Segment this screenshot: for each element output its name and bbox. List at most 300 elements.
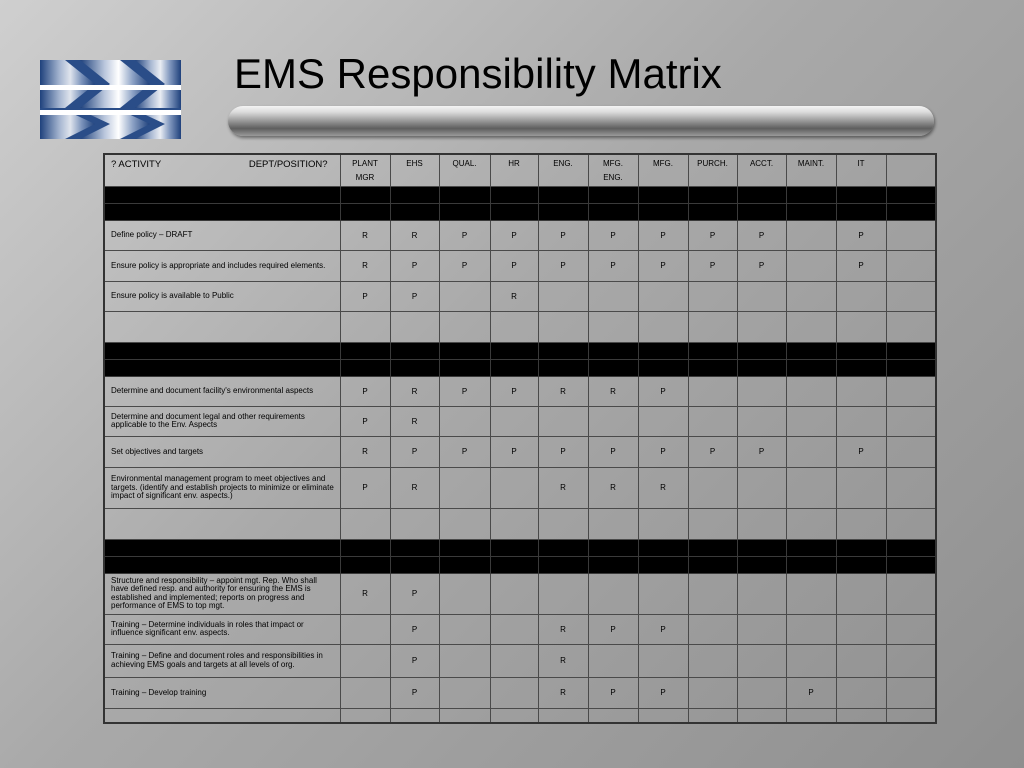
responsibility-cell xyxy=(538,359,588,376)
responsibility-cell xyxy=(836,539,886,556)
responsibility-cell xyxy=(490,539,538,556)
responsibility-cell xyxy=(836,406,886,436)
responsibility-cell xyxy=(390,539,439,556)
responsibility-cell xyxy=(638,556,688,573)
activity-cell xyxy=(104,708,340,723)
responsibility-cell xyxy=(340,508,390,539)
responsibility-cell xyxy=(538,311,588,342)
responsibility-cell xyxy=(439,186,490,203)
responsibility-cell: R xyxy=(390,467,439,508)
responsibility-cell: R xyxy=(538,376,588,406)
responsibility-cell xyxy=(340,359,390,376)
responsibility-cell xyxy=(638,573,688,614)
responsibility-cell: P xyxy=(390,644,439,677)
responsibility-cell xyxy=(688,342,737,359)
responsibility-cell xyxy=(588,573,638,614)
responsibility-cell xyxy=(886,644,936,677)
responsibility-cell xyxy=(638,311,688,342)
responsibility-cell xyxy=(886,436,936,467)
activity-cell: Environmental management program to meet objectives and targets. (identify and establish projects to minimize or eliminate impact of significant env. aspects.) xyxy=(104,467,340,508)
activity-cell: Determine and document facility's environmental aspects xyxy=(104,376,340,406)
responsibility-cell xyxy=(688,281,737,311)
responsibility-cell xyxy=(439,708,490,723)
responsibility-cell xyxy=(340,614,390,644)
responsibility-cell xyxy=(638,186,688,203)
responsibility-cell xyxy=(737,376,786,406)
responsibility-cell xyxy=(439,467,490,508)
responsibility-cell xyxy=(786,614,836,644)
responsibility-cell xyxy=(439,508,490,539)
responsibility-cell xyxy=(638,708,688,723)
responsibility-cell xyxy=(490,556,538,573)
responsibility-cell xyxy=(886,556,936,573)
table-row xyxy=(104,644,936,677)
responsibility-cell xyxy=(688,644,737,677)
responsibility-cell xyxy=(786,539,836,556)
responsibility-cell: R xyxy=(340,573,390,614)
table-row xyxy=(104,250,936,281)
responsibility-cell: R xyxy=(538,614,588,644)
table-row xyxy=(104,376,936,406)
responsibility-cell xyxy=(390,556,439,573)
responsibility-cell xyxy=(688,708,737,723)
responsibility-cell: P xyxy=(688,250,737,281)
responsibility-cell xyxy=(688,359,737,376)
responsibility-cell xyxy=(688,573,737,614)
responsibility-cell xyxy=(786,342,836,359)
column-header: ENG. xyxy=(538,154,588,186)
activity-cell xyxy=(104,342,340,359)
responsibility-cell: P xyxy=(538,220,588,250)
responsibility-cell: P xyxy=(439,376,490,406)
responsibility-cell: R xyxy=(340,436,390,467)
responsibility-cell: P xyxy=(737,220,786,250)
responsibility-cell xyxy=(638,644,688,677)
responsibility-cell xyxy=(588,203,638,220)
responsibility-cell: P xyxy=(490,376,538,406)
column-header: PURCH. xyxy=(688,154,737,186)
responsibility-cell xyxy=(638,342,688,359)
responsibility-cell xyxy=(886,311,936,342)
header-activity-label: ? ACTIVITY xyxy=(111,159,162,170)
responsibility-cell: P xyxy=(688,220,737,250)
section-separator-row xyxy=(104,342,936,359)
table-row xyxy=(104,311,936,342)
responsibility-cell xyxy=(588,281,638,311)
responsibility-cell xyxy=(886,203,936,220)
responsibility-cell xyxy=(836,311,886,342)
table-row xyxy=(104,708,936,723)
column-header: MFG. xyxy=(638,154,688,186)
responsibility-cell: R xyxy=(390,220,439,250)
responsibility-cell: P xyxy=(340,376,390,406)
activity-cell xyxy=(104,508,340,539)
activity-cell: Training – Determine individuals in roles that impact or influence significant env. aspects. xyxy=(104,614,340,644)
responsibility-cell xyxy=(737,539,786,556)
responsibility-cell: P xyxy=(588,250,638,281)
responsibility-cell xyxy=(688,677,737,708)
activity-cell xyxy=(104,311,340,342)
responsibility-cell xyxy=(886,573,936,614)
responsibility-cell xyxy=(638,539,688,556)
responsibility-cell xyxy=(638,359,688,376)
responsibility-cell xyxy=(538,406,588,436)
responsibility-cell xyxy=(786,186,836,203)
responsibility-cell xyxy=(737,508,786,539)
section-separator-row xyxy=(104,186,936,203)
responsibility-cell xyxy=(538,281,588,311)
column-header: EHS xyxy=(390,154,439,186)
responsibility-cell xyxy=(340,644,390,677)
responsibility-cell xyxy=(390,708,439,723)
responsibility-cell xyxy=(439,203,490,220)
responsibility-cell xyxy=(688,467,737,508)
responsibility-cell xyxy=(886,614,936,644)
responsibility-cell xyxy=(786,311,836,342)
responsibility-cell: P xyxy=(439,250,490,281)
responsibility-cell: P xyxy=(588,614,638,644)
column-header: MAINT. xyxy=(786,154,836,186)
responsibility-cell xyxy=(490,644,538,677)
responsibility-cell xyxy=(588,539,638,556)
chevron-logo-icon xyxy=(40,60,181,139)
responsibility-cell xyxy=(786,556,836,573)
responsibility-matrix xyxy=(103,153,937,724)
responsibility-cell xyxy=(786,281,836,311)
responsibility-cell xyxy=(340,677,390,708)
activity-cell: Ensure policy is available to Public xyxy=(104,281,340,311)
responsibility-cell: P xyxy=(439,220,490,250)
responsibility-cell xyxy=(490,359,538,376)
responsibility-cell xyxy=(786,220,836,250)
responsibility-cell xyxy=(538,539,588,556)
responsibility-cell xyxy=(886,677,936,708)
responsibility-cell xyxy=(737,186,786,203)
responsibility-cell: P xyxy=(737,436,786,467)
responsibility-cell xyxy=(439,406,490,436)
responsibility-cell: P xyxy=(390,614,439,644)
responsibility-cell xyxy=(439,573,490,614)
responsibility-cell xyxy=(588,508,638,539)
section-separator-row xyxy=(104,556,936,573)
decorative-bar xyxy=(228,106,934,136)
responsibility-cell xyxy=(390,203,439,220)
responsibility-cell xyxy=(390,508,439,539)
responsibility-cell xyxy=(737,573,786,614)
responsibility-cell xyxy=(737,359,786,376)
responsibility-cell xyxy=(836,467,886,508)
responsibility-cell xyxy=(538,342,588,359)
responsibility-cell: R xyxy=(588,467,638,508)
table-row xyxy=(104,220,936,250)
responsibility-cell: R xyxy=(490,281,538,311)
responsibility-cell xyxy=(638,406,688,436)
responsibility-cell xyxy=(836,342,886,359)
responsibility-cell xyxy=(340,342,390,359)
responsibility-cell xyxy=(490,186,538,203)
responsibility-cell xyxy=(538,556,588,573)
responsibility-cell: P xyxy=(390,436,439,467)
responsibility-cell: P xyxy=(439,436,490,467)
responsibility-cell: P xyxy=(588,436,638,467)
responsibility-cell xyxy=(836,281,886,311)
responsibility-cell xyxy=(836,186,886,203)
responsibility-cell xyxy=(439,614,490,644)
column-header: MFG. ENG. xyxy=(588,154,638,186)
responsibility-cell xyxy=(439,281,490,311)
section-separator-row xyxy=(104,203,936,220)
responsibility-cell xyxy=(390,311,439,342)
activity-cell: Define policy – DRAFT xyxy=(104,220,340,250)
activity-cell: Determine and document legal and other requirements applicable to the Env. Aspects xyxy=(104,406,340,436)
activity-cell xyxy=(104,539,340,556)
responsibility-cell xyxy=(886,342,936,359)
responsibility-cell xyxy=(688,508,737,539)
responsibility-cell: P xyxy=(638,436,688,467)
responsibility-cell xyxy=(340,708,390,723)
responsibility-cell xyxy=(737,467,786,508)
responsibility-cell: P xyxy=(390,281,439,311)
activity-cell: Training – Develop training xyxy=(104,677,340,708)
responsibility-cell: P xyxy=(588,677,638,708)
responsibility-cell xyxy=(588,406,638,436)
responsibility-cell xyxy=(786,436,836,467)
responsibility-cell: P xyxy=(638,376,688,406)
responsibility-cell xyxy=(737,556,786,573)
responsibility-cell xyxy=(390,359,439,376)
responsibility-cell xyxy=(886,708,936,723)
column-header xyxy=(886,154,936,186)
responsibility-cell xyxy=(688,614,737,644)
responsibility-cell xyxy=(490,311,538,342)
responsibility-cell xyxy=(737,342,786,359)
responsibility-cell xyxy=(588,342,638,359)
responsibility-cell xyxy=(836,677,886,708)
responsibility-cell xyxy=(786,406,836,436)
column-header: QUAL. xyxy=(439,154,490,186)
responsibility-cell xyxy=(340,539,390,556)
responsibility-cell xyxy=(390,342,439,359)
responsibility-cell xyxy=(490,467,538,508)
responsibility-cell: P xyxy=(390,250,439,281)
responsibility-cell xyxy=(490,406,538,436)
responsibility-cell xyxy=(588,708,638,723)
responsibility-cell: P xyxy=(638,250,688,281)
responsibility-cell: R xyxy=(538,644,588,677)
responsibility-cell xyxy=(688,556,737,573)
activity-cell xyxy=(104,203,340,220)
responsibility-cell: P xyxy=(688,436,737,467)
responsibility-cell xyxy=(588,359,638,376)
responsibility-cell xyxy=(737,281,786,311)
table-row xyxy=(104,436,936,467)
responsibility-cell xyxy=(786,644,836,677)
activity-cell xyxy=(104,186,340,203)
table-row xyxy=(104,281,936,311)
responsibility-cell xyxy=(538,508,588,539)
activity-cell xyxy=(104,556,340,573)
responsibility-cell xyxy=(490,677,538,708)
responsibility-cell xyxy=(886,406,936,436)
responsibility-cell xyxy=(737,644,786,677)
responsibility-cell xyxy=(886,467,936,508)
responsibility-cell xyxy=(688,311,737,342)
responsibility-cell: R xyxy=(638,467,688,508)
responsibility-cell xyxy=(439,644,490,677)
responsibility-cell: P xyxy=(490,436,538,467)
responsibility-cell xyxy=(490,708,538,723)
responsibility-cell: P xyxy=(638,677,688,708)
column-header: HR xyxy=(490,154,538,186)
responsibility-cell xyxy=(886,359,936,376)
responsibility-cell xyxy=(688,203,737,220)
responsibility-cell xyxy=(340,186,390,203)
responsibility-cell xyxy=(836,573,886,614)
responsibility-cell xyxy=(439,359,490,376)
header-dept-position-label: DEPT/POSITION? xyxy=(248,159,328,170)
responsibility-cell xyxy=(340,311,390,342)
responsibility-cell xyxy=(786,708,836,723)
responsibility-cell xyxy=(340,556,390,573)
responsibility-cell xyxy=(886,376,936,406)
responsibility-cell xyxy=(786,359,836,376)
responsibility-cell: P xyxy=(390,677,439,708)
responsibility-cell xyxy=(786,508,836,539)
responsibility-cell xyxy=(886,250,936,281)
responsibility-cell xyxy=(688,186,737,203)
column-header: IT xyxy=(836,154,886,186)
responsibility-cell: R xyxy=(538,677,588,708)
responsibility-cell xyxy=(688,406,737,436)
responsibility-cell: P xyxy=(340,467,390,508)
table-row xyxy=(104,614,936,644)
responsibility-cell xyxy=(836,359,886,376)
responsibility-cell: R xyxy=(340,250,390,281)
column-header: ACCT. xyxy=(737,154,786,186)
responsibility-cell: P xyxy=(836,250,886,281)
responsibility-cell xyxy=(588,311,638,342)
responsibility-cell xyxy=(490,508,538,539)
activity-cell: Set objectives and targets xyxy=(104,436,340,467)
responsibility-cell: R xyxy=(390,376,439,406)
responsibility-cell xyxy=(737,614,786,644)
responsibility-cell: R xyxy=(390,406,439,436)
responsibility-cell: P xyxy=(340,281,390,311)
activity-cell: Training – Define and document roles and responsibilities in achieving EMS goals and targets at all levels of org. xyxy=(104,644,340,677)
responsibility-cell: P xyxy=(538,250,588,281)
column-header: PLANT MGR xyxy=(340,154,390,186)
responsibility-cell xyxy=(588,644,638,677)
responsibility-cell: R xyxy=(340,220,390,250)
responsibility-cell xyxy=(538,186,588,203)
responsibility-cell xyxy=(786,250,836,281)
responsibility-cell xyxy=(886,539,936,556)
responsibility-cell: P xyxy=(390,573,439,614)
responsibility-cell xyxy=(588,186,638,203)
slide-title: EMS Responsibility Matrix xyxy=(234,50,722,97)
responsibility-cell xyxy=(638,203,688,220)
responsibility-cell xyxy=(439,311,490,342)
responsibility-cell xyxy=(439,539,490,556)
responsibility-cell xyxy=(538,573,588,614)
section-separator-row xyxy=(104,359,936,376)
table-row xyxy=(104,508,936,539)
responsibility-cell: P xyxy=(836,436,886,467)
responsibility-cell xyxy=(836,708,886,723)
responsibility-cell xyxy=(786,203,836,220)
responsibility-cell xyxy=(737,406,786,436)
table-row xyxy=(104,573,936,614)
responsibility-cell xyxy=(886,186,936,203)
responsibility-cell xyxy=(886,281,936,311)
responsibility-cell xyxy=(490,614,538,644)
header-activity-cell xyxy=(104,154,340,186)
responsibility-cell: R xyxy=(588,376,638,406)
responsibility-cell xyxy=(638,281,688,311)
section-separator-row xyxy=(104,539,936,556)
header-row xyxy=(104,154,936,186)
responsibility-cell xyxy=(340,203,390,220)
responsibility-cell xyxy=(886,220,936,250)
responsibility-cell xyxy=(688,376,737,406)
table-row xyxy=(104,406,936,436)
responsibility-cell: P xyxy=(490,250,538,281)
responsibility-cell: P xyxy=(638,614,688,644)
responsibility-cell xyxy=(836,644,886,677)
activity-cell: Structure and responsibility – appoint mgt. Rep. Who shall have defined resp. and authority for ensuring the EMS is established and implemented; reports on progress and performance of EMS to top mgt. xyxy=(104,573,340,614)
responsibility-cell: P xyxy=(588,220,638,250)
responsibility-cell xyxy=(490,342,538,359)
responsibility-cell xyxy=(737,203,786,220)
responsibility-cell xyxy=(638,508,688,539)
responsibility-cell: P xyxy=(836,220,886,250)
responsibility-cell xyxy=(439,677,490,708)
table-row xyxy=(104,467,936,508)
responsibility-cell xyxy=(490,203,538,220)
responsibility-cell xyxy=(786,573,836,614)
responsibility-cell xyxy=(737,677,786,708)
activity-cell: Ensure policy is appropriate and includes required elements. xyxy=(104,250,340,281)
responsibility-cell xyxy=(737,708,786,723)
responsibility-cell: P xyxy=(340,406,390,436)
responsibility-cell xyxy=(836,376,886,406)
responsibility-cell xyxy=(490,573,538,614)
responsibility-cell xyxy=(390,186,439,203)
responsibility-cell: P xyxy=(638,220,688,250)
responsibility-cell xyxy=(786,467,836,508)
responsibility-cell xyxy=(836,508,886,539)
responsibility-cell xyxy=(737,311,786,342)
responsibility-cell xyxy=(588,556,638,573)
responsibility-cell xyxy=(886,508,936,539)
company-logo xyxy=(40,60,181,139)
responsibility-cell: P xyxy=(490,220,538,250)
responsibility-cell xyxy=(836,556,886,573)
responsibility-cell xyxy=(538,203,588,220)
responsibility-cell xyxy=(786,376,836,406)
responsibility-cell xyxy=(538,708,588,723)
activity-cell xyxy=(104,359,340,376)
responsibility-cell: R xyxy=(538,467,588,508)
responsibility-cell: P xyxy=(737,250,786,281)
table-row xyxy=(104,677,936,708)
responsibility-cell xyxy=(836,614,886,644)
responsibility-cell xyxy=(688,539,737,556)
responsibility-cell: P xyxy=(786,677,836,708)
responsibility-cell xyxy=(836,203,886,220)
responsibility-cell xyxy=(439,556,490,573)
responsibility-cell xyxy=(439,342,490,359)
